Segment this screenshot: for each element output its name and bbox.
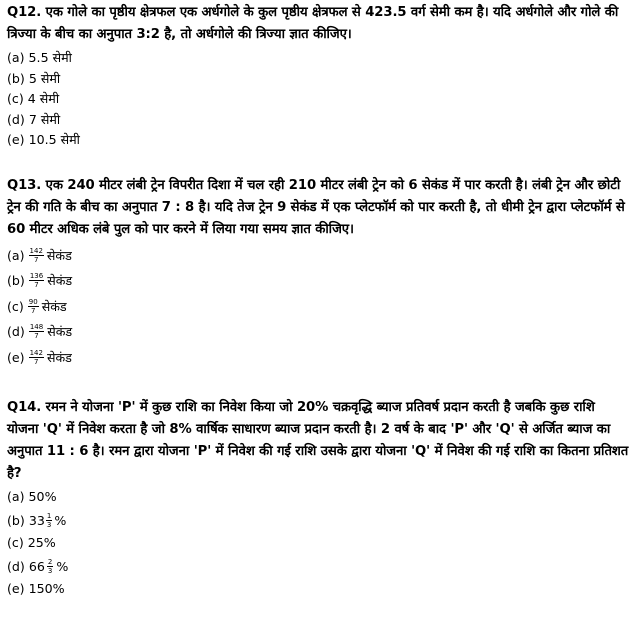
fraction-numerator: 136 (29, 272, 44, 281)
question-12 (7, 2, 629, 151)
option-e (7, 345, 629, 371)
option-a (7, 243, 629, 269)
option-e: (e) 10.5 सेमी (7, 132, 80, 147)
fraction-numerator: 142 (29, 246, 43, 255)
fraction (29, 272, 44, 289)
mixed-number (25, 508, 66, 534)
option-d (7, 319, 629, 345)
option-unit: सेकंड (47, 324, 73, 339)
fraction-denominator: 7 (34, 332, 39, 341)
fraction (29, 349, 44, 366)
fraction (29, 323, 44, 340)
question-12-options (7, 48, 629, 151)
fraction-denominator: 3 (47, 566, 53, 575)
question-13 (7, 175, 629, 371)
fraction (28, 298, 39, 315)
option-c: (c) 25% (7, 535, 56, 550)
option-c (7, 294, 629, 320)
option-d: (d) 7 सेमी (7, 111, 61, 127)
option-b (7, 508, 629, 534)
question-13-text: Q13. एक 240 मीटर लंबी ट्रेन विपरीत दिशा में चल रही 210 मीटर लंबी ट्रेन को 6 सेकंड में पार करती है। लंबी ट्रेन और छोटी ट्रेन की गति के बीच का अनुपात 7 : 8 है। यदि तेज ट्रेन 9 सेकंड में एक प्लेटफॉर्म को पार करती है, तो धीमी ट्रेन द्वारा प्लेटफॉर्म से 60 मीटर अधिक लंबे पुल को पार करने में लिया गया समय ज्ञात कीजिए। (7, 177, 625, 237)
fraction (46, 512, 52, 529)
percent-sign: % (56, 558, 69, 574)
mixed-number (25, 554, 68, 580)
fraction-numerator: 90 (28, 297, 38, 306)
fraction (29, 247, 44, 264)
option-label: (c) (7, 298, 24, 314)
option-label: (e) (7, 349, 25, 365)
option-label: (b) (7, 273, 25, 288)
option-label: (d) (7, 558, 25, 574)
option-b (7, 268, 629, 294)
fraction-denominator: 7 (34, 255, 39, 264)
option-unit: सेकंड (41, 298, 67, 314)
question-13-options (7, 243, 629, 371)
fraction-numerator: 2 (47, 557, 53, 566)
mixed-whole: 33 (28, 512, 45, 528)
question-page (7, 2, 629, 600)
percent-sign: % (54, 512, 67, 528)
option-a: (a) 5.5 सेमी (7, 50, 72, 65)
option-label: (a) (7, 247, 25, 263)
fraction-numerator: 1 (46, 511, 52, 520)
option-b: (b) 5 सेमी (7, 70, 61, 86)
question-14-text: Q14. रमन ने योजना 'P' में कुछ राशि का निवेश किया जो 20% चक्रवृद्धि ब्याज प्रतिवर्ष प्रदान करती है जबकि कुछ राशि योजना 'Q' में निवेश करता है जो 8% वार्षिक साधारण ब्याज प्रदान करती है। 2 वर्ष के बाद 'P' और 'Q' से अर्जित ब्याज का अनुपात 11 : 6 है। रमन द्वारा योजना 'P' में निवेश की गई राशि उसके द्वारा योजना 'Q' में निवेश की गई राशि का कितना प्रतिशत है? (7, 400, 629, 481)
question-14-options (7, 487, 629, 600)
fraction-numerator: 142 (29, 348, 43, 357)
fraction-denominator: 7 (34, 281, 39, 290)
question-12-text: Q12. एक गोले का पृष्ठीय क्षेत्रफल एक अर्धगोले के कुल पृष्ठीय क्षेत्रफल से 423.5 वर्ग सेमी कम है। यदि अर्धगोले और गोले की त्रिज्या के बीच का अनुपात 3:2 है, तो अर्धगोले की त्रिज्या ज्ञात कीजिए। (7, 5, 619, 42)
option-label: (b) (7, 512, 25, 528)
fraction-denominator: 7 (30, 306, 36, 315)
option-label: (d) (7, 324, 25, 339)
option-a: (a) 50% (7, 489, 57, 504)
fraction-denominator: 7 (34, 357, 39, 366)
fraction-numerator: 148 (29, 323, 44, 332)
fraction-denominator: 3 (46, 520, 52, 529)
option-unit: सेकंड (46, 349, 72, 365)
option-e: (e) 150% (7, 581, 65, 596)
fraction (47, 558, 53, 575)
question-14 (7, 397, 629, 600)
option-unit: सेकंड (46, 247, 72, 263)
option-c: (c) 4 सेमी (7, 91, 60, 106)
option-d (7, 554, 629, 580)
option-unit: सेकंड (47, 273, 73, 288)
mixed-whole: 66 (28, 558, 45, 574)
